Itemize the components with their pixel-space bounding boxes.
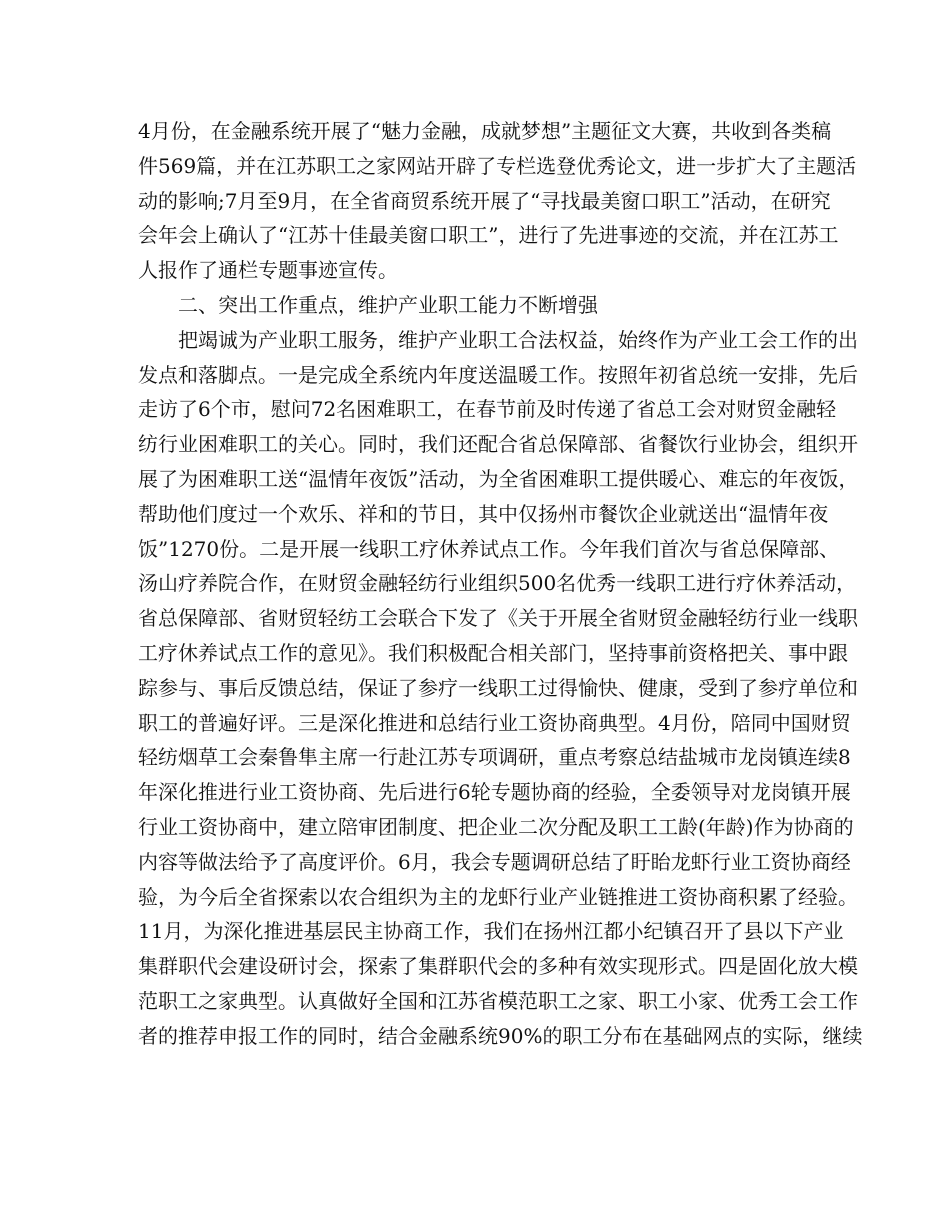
paragraph-line: 内容等做法给予了高度评价。6月，我会专题调研总结了盱眙龙虾行业工资协商经 [138,849,851,874]
paragraph-line: 帮助他们度过一个欢乐、祥和的节日，其中仅扬州市餐饮企业就送出“温情年夜 [138,501,829,526]
paragraph-line: 会年会上确认了“江苏十佳最美窗口职工”，进行了先进事迹的交流，并在江苏工 [138,223,839,248]
paragraph-line-indented: 二、突出工作重点，维护产业职工能力不断增强 [178,292,598,317]
paragraph-line: 集群职代会建设研讨会，探索了集群职代会的多种有效实现形式。四是固化放大模 [138,954,858,979]
paragraph-line-indented: 把竭诚为产业职工服务，维护产业职工合法权益，始终作为产业工会工作的出 [178,327,858,352]
paragraph-line: 4月份，在金融系统开展了“魅力金融，成就梦想”主题征文大赛，共收到各类稿 [138,119,832,143]
paragraph-line: 年深化推进行业工资协商、先后进行6轮专题协商的经验，全委领导对龙岗镇开展 [138,780,851,805]
paragraph-line: 工疗休养试点工作的意见》。我们积极配合相关部门，坚持事前资格把关、事中跟 [138,640,848,665]
paragraph-line: 件569篇，并在江苏职工之家网站开辟了专栏选登优秀论文，进一步扩大了主题活 [138,153,857,178]
paragraph-line: 范职工之家典型。认真做好全国和江苏省模范职工之家、职工小家、优秀工会工作 [138,988,858,1013]
paragraph-line: 轻纺烟草工会秦鲁隼主席一行赴江苏专项调研，重点考察总结盐城市龙岗镇连续8 [138,745,851,770]
paragraph-line: 者的推荐申报工作的同时，结合金融系统90%的职工分布在基础网点的实际，继续 [138,1023,863,1048]
paragraph-line: 人报作了通栏专题事迹宣传。 [138,258,398,283]
paragraph-line: 纺行业困难职工的关心。同时，我们还配合省总保障部、省餐饮行业协会，组织开 [138,432,858,457]
document-body [138,114,863,1054]
paragraph-line: 职工的普遍好评。三是深化推进和总结行业工资协商典型。4月份，陪同中国财贸 [138,710,851,735]
paragraph-line: 踪参与、事后反馈总结，保证了参疗一线职工过得愉快、健康，受到了参疗单位和 [138,675,858,700]
paragraph-line: 展了为困难职工送“温情年夜饭”活动，为全省困难职工提供暖心、难忘的年夜饭， [138,466,859,491]
paragraph-line: 动的影响;7月至9月，在全省商贸系统开展了“寻找最美窗口职工”活动，在研究 [138,188,831,213]
paragraph-line: 省总保障部、省财贸轻纺工会联合下发了《关于开展全省财贸金融轻纺行业一线职 [138,606,858,631]
paragraph-line: 发点和落脚点。一是完成全系统内年度送温暖工作。按照年初省总统一安排，先后 [138,362,858,387]
paragraph-line: 汤山疗养院合作，在财贸金融轻纺行业组织500名优秀一线职工进行疗休养活动， [138,571,857,596]
paragraph-line: 行业工资协商中，建立陪审团制度、把企业二次分配及职工工龄(年龄)作为协商的 [138,814,854,839]
paragraph-line: 11月，为深化推进基层民主协商工作，我们在扬州江都小纪镇召开了县以下产业 [138,919,844,944]
paragraph-line: 验，为今后全省探索以农合组织为主的龙虾行业产业链推进工资协商积累了经验。 [138,884,858,909]
paragraph-line: 走访了6个市，慰问72名困难职工，在春节前及时传递了省总工会对财贸金融轻 [138,397,837,422]
paragraph-line: 饭”1270份。二是开展一线职工疗休养试点工作。今年我们首次与省总保障部、 [138,536,840,561]
